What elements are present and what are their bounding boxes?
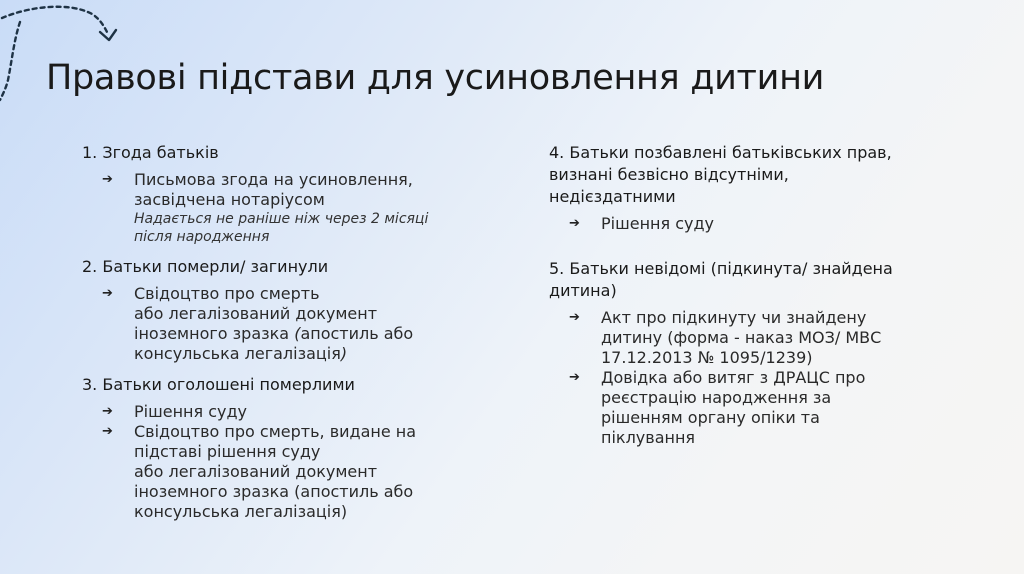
item-list: [549, 214, 969, 234]
section-heading: [549, 258, 969, 302]
item-text-line: Письмова згода на усиновлення,: [134, 170, 413, 189]
arrow-bullet-icon: ➔: [569, 310, 580, 325]
item-text-line: Свідоцтво про смерть: [134, 284, 320, 303]
item-text-line: Рішення суду: [601, 214, 715, 233]
item-text-line: 17.12.2013 № 1095/1239): [601, 348, 813, 367]
item-text-line: Акт про підкинуту чи знайдену: [601, 308, 867, 327]
item-text-line: дитину (форма - наказ МОЗ/ МВС: [601, 328, 882, 347]
item-list: [82, 284, 482, 364]
section-heading: 3. Батьки оголошені померлими: [82, 375, 355, 394]
item-text-line: Свідоцтво про смерть, видане на: [134, 422, 417, 441]
item-note: після народження: [134, 229, 270, 245]
item-text-line: іноземного зразка (апостиль або: [134, 482, 414, 501]
section-heading: 1. Згода батьків: [82, 143, 219, 162]
item-text-line: Рішення суду: [134, 402, 248, 421]
arrow-bullet-icon: ➔: [102, 172, 113, 187]
item-text-line: піклування: [601, 428, 696, 447]
item-text-line: засвідчена нотаріусом: [134, 190, 325, 209]
section-parental-consent: [82, 142, 482, 246]
item-text-line: рішенням органу опіки та: [601, 408, 820, 427]
item-list: [82, 402, 482, 522]
item-text-fragment: апостиль або: [300, 324, 414, 343]
heading-line: 4. Батьки позбавлені батьківських прав,: [549, 143, 892, 162]
list-item: [82, 170, 482, 246]
list-item: [82, 284, 482, 364]
slide-title: Правові підстави для усиновлення дитини: [46, 58, 825, 98]
heading-line: 5. Батьки невідомі (підкинута/ знайдена: [549, 259, 893, 278]
section-heading: [549, 142, 969, 208]
item-text-line: або легалізований документ: [134, 462, 378, 481]
left-column: [82, 142, 482, 532]
item-text-fragment: ): [340, 344, 348, 363]
item-text-line: [134, 344, 482, 364]
item-text-fragment: іноземного зразка: [134, 324, 295, 343]
section-parents-unknown: [549, 258, 969, 448]
arrow-bullet-icon: ➔: [102, 404, 113, 419]
list-item: [549, 214, 969, 234]
section-rights-deprived: [549, 142, 969, 234]
item-note: Надається не раніше ніж через 2 місяці: [134, 211, 429, 227]
section-parents-deceased: [82, 256, 482, 364]
list-item: [549, 308, 969, 368]
item-text-line: реєстрацію народження за: [601, 388, 832, 407]
item-text-line: консульська легалізація): [134, 502, 348, 521]
heading-line: визнані безвісно відсутніми,: [549, 165, 789, 184]
list-item: [82, 422, 482, 522]
item-text-fragment: (: [294, 324, 301, 343]
heading-line: недієздатними: [549, 187, 676, 206]
section-declared-dead: [82, 374, 482, 522]
heading-line: дитина): [549, 281, 617, 300]
section-heading: 2. Батьки померли/ загинули: [82, 257, 329, 276]
arrow-bullet-icon: ➔: [569, 370, 580, 385]
list-item: [549, 368, 969, 448]
item-list: [549, 308, 969, 448]
item-text-line: або легалізований документ: [134, 304, 378, 323]
right-column: [549, 142, 969, 472]
item-list: [82, 170, 482, 246]
item-text-line: підставі рішення суду: [134, 442, 321, 461]
item-text-fragment: консульська легалізація: [134, 344, 341, 363]
item-text-line: [134, 324, 482, 344]
arrow-bullet-icon: ➔: [102, 286, 113, 301]
arrow-bullet-icon: ➔: [569, 216, 580, 231]
list-item: [82, 402, 482, 422]
arrow-bullet-icon: ➔: [102, 424, 113, 439]
item-text-line: Довідка або витяг з ДРАЦС про: [601, 368, 866, 387]
